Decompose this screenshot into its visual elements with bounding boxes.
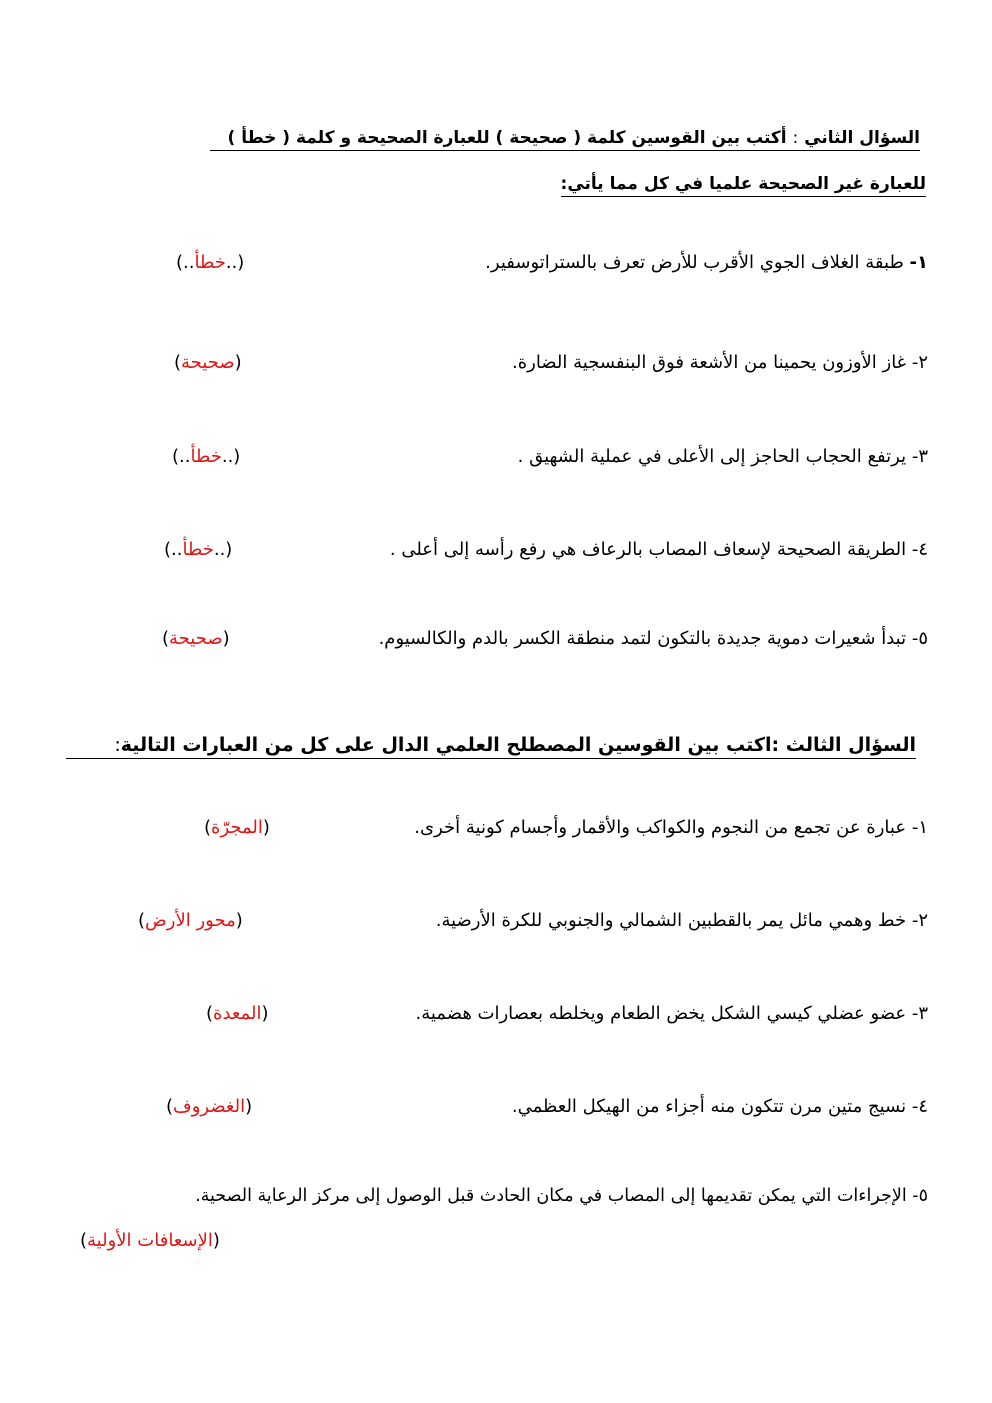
answer-text: صحيحة bbox=[169, 628, 223, 649]
q2-heading-label: السؤال الثاني bbox=[804, 128, 920, 148]
item-text: الطريقة الصحيحة لإسعاف المصاب بالرعاف هي رفع رأسه إلى أعلى . bbox=[389, 539, 907, 560]
q2-heading-text: أكتب بين القوسين كلمة ( صحيحة ) للعبارة الصحيحة و كلمة ( خطأ ) bbox=[227, 128, 787, 148]
list-item bbox=[308, 1096, 928, 1117]
answer-text: الإسعافات الأولية bbox=[87, 1230, 213, 1251]
answer-box: (صحيحة) bbox=[162, 628, 230, 649]
item-number: ٢- bbox=[911, 352, 928, 373]
list-item bbox=[58, 1186, 928, 1206]
q3-heading bbox=[66, 734, 916, 759]
answer-box: (المعدة) bbox=[206, 1003, 269, 1024]
list-item bbox=[308, 539, 928, 560]
answer-text: محور الأرض bbox=[145, 910, 236, 931]
item-number: ٢- bbox=[911, 910, 928, 931]
answer-box: (..خطأ..) bbox=[176, 252, 245, 273]
item-text: خط وهمي مائل يمر بالقطبين الشمالي والجنوبي للكرة الأرضية. bbox=[435, 910, 907, 931]
answer-box: (الإسعافات الأولية) bbox=[80, 1230, 220, 1251]
item-number: ١- bbox=[911, 817, 928, 838]
answer-text: الغضروف bbox=[173, 1096, 246, 1117]
item-text: تبدأ شعيرات دموية جديدة بالتكون لتمد منطقة الكسر بالدم والكالسيوم. bbox=[378, 628, 907, 649]
item-number: ٤- bbox=[911, 539, 928, 560]
list-item bbox=[308, 1003, 928, 1024]
item-text: طبقة الغلاف الجوي الأقرب للأرض تعرف بالستراتوسفير. bbox=[485, 252, 904, 273]
answer-text: خطأ bbox=[182, 539, 214, 560]
q3-heading-label: السؤال الثالث bbox=[785, 734, 916, 756]
answer-text: المعدة bbox=[213, 1003, 262, 1024]
list-item bbox=[308, 446, 928, 467]
answer-text: خطأ bbox=[194, 252, 226, 273]
item-text: عضو عضلي كيسي الشكل يخض الطعام ويخلطه بعصارات هضمية. bbox=[415, 1003, 907, 1024]
item-text: عبارة عن تجمع من النجوم والكواكب والأقمار وأجسام كونية أخرى. bbox=[414, 817, 907, 838]
item-number: ٣- bbox=[911, 446, 928, 467]
answer-box: (الغضروف) bbox=[166, 1096, 253, 1117]
answer-box: (المجرّة) bbox=[204, 817, 270, 838]
answer-text: خطأ bbox=[190, 446, 222, 467]
q2-heading-line1 bbox=[210, 128, 920, 151]
item-number: ٥- bbox=[911, 628, 928, 649]
item-number: ١- bbox=[909, 252, 928, 273]
answer-text: المجرّة bbox=[211, 817, 263, 838]
q3-heading-text: :اكتب بين القوسين المصطلح العلمي الدال على كل من العبارات التالية bbox=[120, 734, 780, 756]
answer-box: (صحيحة) bbox=[174, 352, 242, 373]
item-text: الإجراءات التي يمكن تقديمها إلى المصاب في مكان الحادث قبل الوصول إلى مركز الرعاية الصحية. bbox=[195, 1186, 907, 1206]
q3-heading-colon: : bbox=[114, 734, 121, 756]
list-item bbox=[308, 817, 928, 838]
q2-heading-colon: : bbox=[792, 128, 799, 148]
answer-box: (..خطأ..) bbox=[164, 539, 233, 560]
item-text: غاز الأوزون يحمينا من الأشعة فوق البنفسجية الضارة. bbox=[511, 352, 907, 373]
list-item bbox=[308, 352, 928, 373]
answer-box: (محور الأرض) bbox=[138, 910, 243, 931]
item-text: نسيج متين مرن تتكون منه أجزاء من الهيكل العظمي. bbox=[511, 1096, 907, 1117]
answer-box: (..خطأ..) bbox=[172, 446, 241, 467]
item-text: يرتفع الحجاب الحاجز إلى الأعلى في عملية الشهيق . bbox=[517, 446, 907, 467]
q2-heading-line2 bbox=[561, 174, 926, 197]
list-item bbox=[308, 628, 928, 649]
item-number: ٤- bbox=[911, 1096, 928, 1117]
q2-heading-line2-text: للعبارة غير الصحيحة علميا في كل مما يأتي: bbox=[561, 174, 926, 197]
item-number: ٣- bbox=[911, 1003, 928, 1024]
answer-text: صحيحة bbox=[181, 352, 235, 373]
item-number: ٥- bbox=[912, 1186, 928, 1206]
list-item bbox=[308, 252, 928, 273]
list-item bbox=[308, 910, 928, 931]
